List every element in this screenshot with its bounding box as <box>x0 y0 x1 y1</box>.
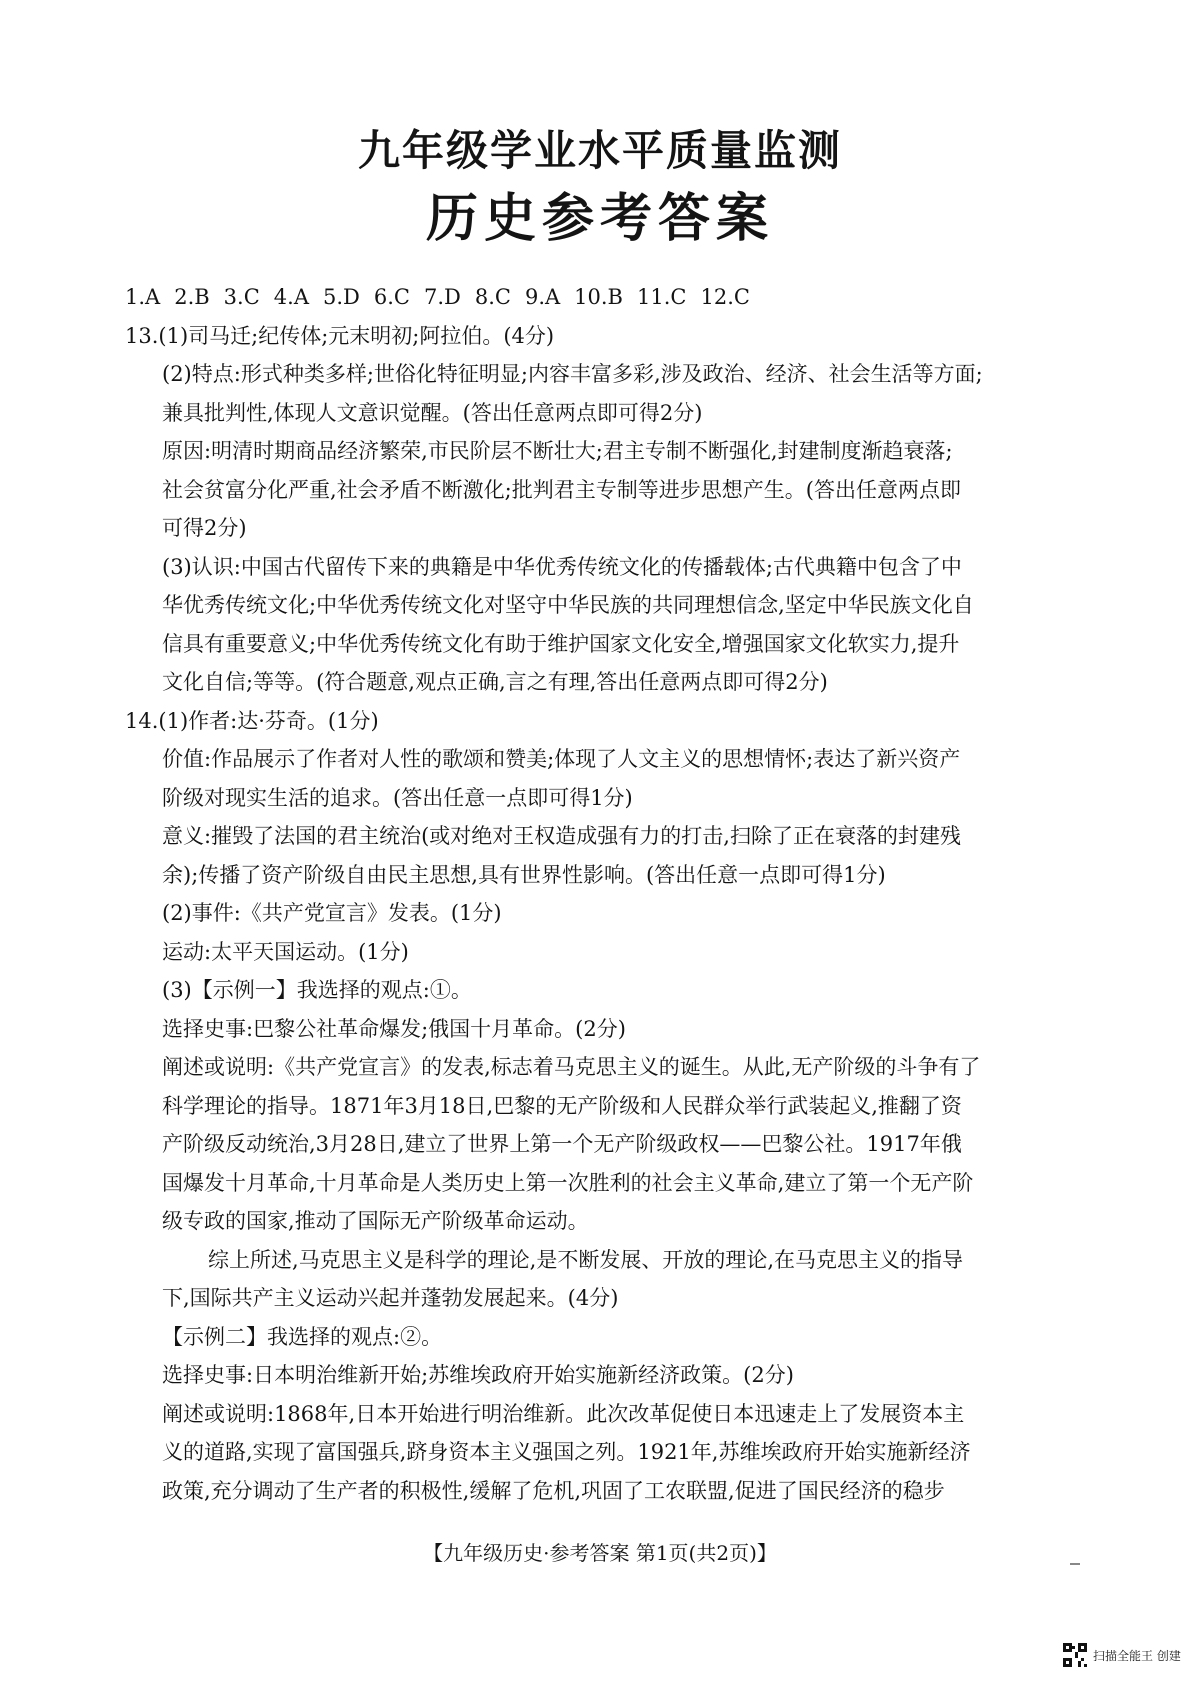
choice-answer: 1.A <box>125 285 161 309</box>
answer-line: 原因:明清时期商品经济繁荣,市民阶层不断壮大;君主专制不断强化,封建制度渐趋衰落; <box>162 439 953 463</box>
choice-answer: 7.D <box>423 285 461 309</box>
answer-line: 阶级对现实生活的追求。(答出任意一点即可得1分) <box>162 785 633 810</box>
answer-line: 14.(1)作者:达·芬奇。(1分) <box>125 708 379 733</box>
answer-line: 国爆发十月革命,十月革命是人类历史上第一次胜利的社会主义革命,建立了第一个无产阶 <box>162 1170 974 1195</box>
answer-line: 余);传播了资产阶级自由民主思想,具有世界性影响。(答出任意一点即可得1分) <box>162 862 886 887</box>
scanner-watermark <box>1063 1643 1181 1667</box>
answer-line: 运动:太平天国运动。(1分) <box>162 939 409 964</box>
choice-answer: 3.C <box>223 285 260 309</box>
answer-key-title: 历史参考答案 <box>425 189 774 249</box>
answer-line: (2)事件:《共产党宣言》发表。(1分) <box>162 901 502 925</box>
answer-line: 科学理论的指导。1871年3月18日,巴黎的无产阶级和人民群众举行武装起义,推翻了资 <box>162 1093 962 1118</box>
answer-line: (3)认识:中国古代留传下来的典籍是中华优秀传统文化的传播载体;古代典籍中包含了中 <box>162 554 962 579</box>
answer-line: 社会贫富分化严重,社会矛盾不断激化;批判君主专制等进步思想产生。(答出任意两点即 <box>162 477 961 502</box>
choice-answer: 12.C <box>700 285 750 309</box>
answer-line: 文化自信;等等。(符合题意,观点正确,言之有理,答出任意两点即可得2分) <box>162 670 828 694</box>
answer-line: 级专政的国家,推动了国际无产阶级革命运动。 <box>162 1209 589 1233</box>
answer-line: 华优秀传统文化;中华优秀传统文化对坚守中华民族的共同理想信念,坚定中华民族文化自 <box>162 593 974 617</box>
choice-answer: 5.D <box>322 285 360 309</box>
answer-line: 价值:作品展示了作者对人性的歌颂和赞美;体现了人文主义的思想情怀;表达了新兴资产 <box>162 747 961 771</box>
page-footer: 【九年级历史·参考答案 第1页(共2页)】 <box>423 1541 777 1565</box>
answer-line: 阐述或说明:1868年,日本开始进行明治维新。此次改革促使日本迅速走上了发展资本主 <box>162 1401 965 1426</box>
choice-answer: 8.C <box>474 285 511 309</box>
answer-line: (2)特点:形式种类多样;世俗化特征明显;内容丰富多彩,涉及政治、经济、社会生活等方面; <box>162 362 983 386</box>
answer-line: 产阶级反动统治,3月28日,建立了世界上第一个无产阶级政权——巴黎公社。1917年俄 <box>162 1132 962 1156</box>
exam-title: 九年级学业水平质量监测 <box>357 126 842 175</box>
watermark-text: 扫描全能王 创建 <box>1093 1648 1181 1663</box>
answer-line: 义的道路,实现了富国强兵,跻身资本主义强国之列。1921年,苏维埃政府开始实施新经济 <box>162 1440 971 1464</box>
choice-answer: 4.A <box>273 285 309 309</box>
answer-body <box>125 278 1090 1510</box>
choice-answer: 9.A <box>524 285 561 309</box>
answer-line: 下,国际共产主义运动兴起并蓬勃发展起来。(4分) <box>162 1286 619 1310</box>
choice-answer: 11.C <box>637 285 687 309</box>
answer-line: 意义:摧毁了法国的君主统治(或对绝对王权造成强有力的打击,扫除了正在衰落的封建残 <box>162 824 961 848</box>
answer-line: 信具有重要意义;中华优秀传统文化有助于维护国家文化安全,增强国家文化软实力,提升 <box>162 631 960 656</box>
answer-line: 政策,充分调动了生产者的积极性,缓解了危机,巩固了工农联盟,促进了国民经济的稳步 <box>162 1478 945 1503</box>
choice-answer: 2.B <box>174 285 210 309</box>
answer-line: 13.(1)司马迁;纪传体;元末明初;阿拉伯。(4分) <box>125 323 555 348</box>
answer-line: 阐述或说明:《共产党宣言》的发表,标志着马克思主义的诞生。从此,无产阶级的斗争有了 <box>162 1055 981 1079</box>
answer-line: 【示例二】我选择的观点:②。 <box>162 1324 443 1349</box>
qr-code-icon <box>1063 1643 1087 1667</box>
answer-line: 选择史事:日本明治维新开始;苏维埃政府开始实施新经济政策。(2分) <box>162 1363 794 1387</box>
choice-answer: 6.C <box>373 285 410 309</box>
answer-line: 综上所述,马克思主义是科学的理论,是不断发展、开放的理论,在马克思主义的指导 <box>208 1247 964 1272</box>
multiple-choice-answers <box>125 278 1090 317</box>
answer-text-lines <box>125 317 1090 1511</box>
answer-line: 兼具批判性,体现人文意识觉醒。(答出任意两点即可得2分) <box>162 400 703 425</box>
choice-answer: 10.B <box>574 285 623 309</box>
scan-mark <box>1070 1563 1080 1565</box>
answer-line: (3)【示例一】我选择的观点:①。 <box>162 978 472 1002</box>
answer-line: 选择史事:巴黎公社革命爆发;俄国十月革命。(2分) <box>162 1016 626 1041</box>
answer-line: 可得2分) <box>162 516 247 540</box>
